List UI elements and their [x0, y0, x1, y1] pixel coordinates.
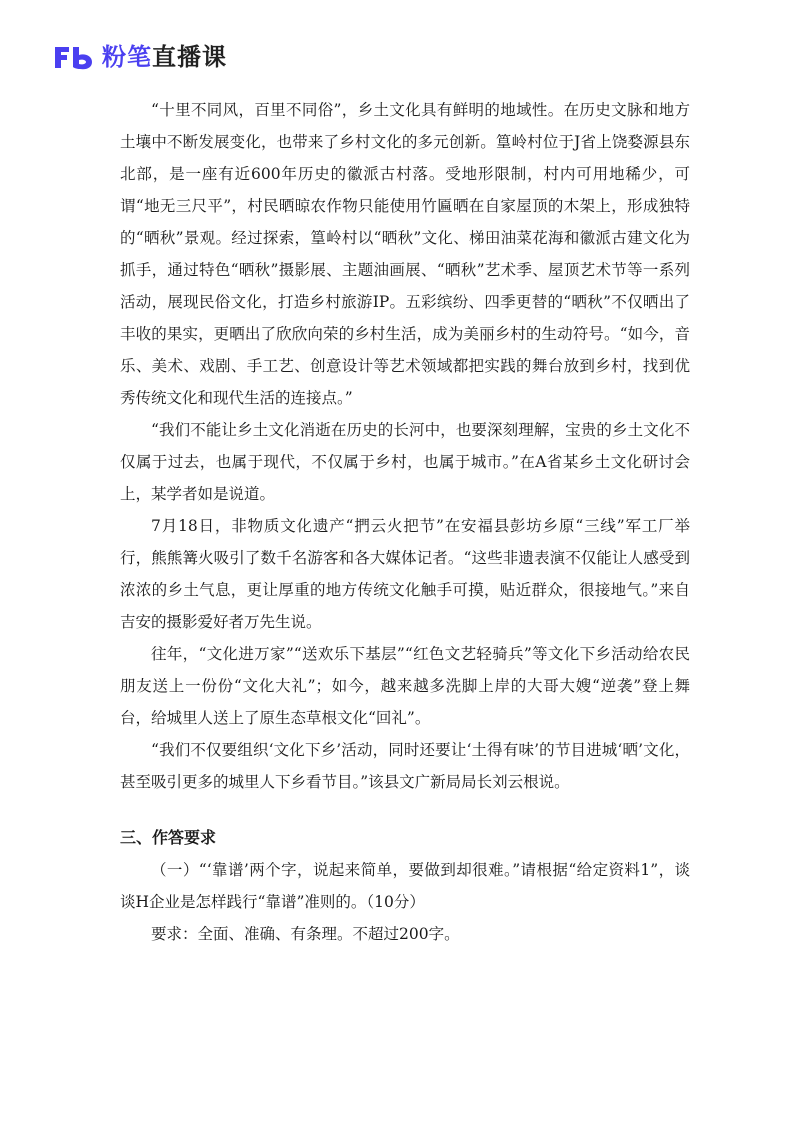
paragraph-4: 往年，“文化进万家”“送欢乐下基层”“红色文艺轻骑兵”等文化下乡活动给农民朋友送上一份份“文化大礼”；如今，越来越多洗脚上岸的大哥大嫂“逆袭”登上舞台，给城里人送上了原生态草根文化“回礼”。 [120, 645, 690, 727]
paragraph-2: “我们不能让乡土文化消逝在历史的长河中，也要深刻理解，宝贵的乡土文化不仅属于过去，也属于现代，不仅属于乡村，也属于城市。”在A省某乡土文化研讨会上，某学者如是说道。 [120, 421, 690, 503]
brand-part-1: 粉笔 [102, 43, 152, 71]
requirement-text: 要求：全面、准确、有条理。不超过200字。 [151, 925, 460, 943]
brand-part-2: 直播课 [152, 43, 227, 71]
brand-name [102, 40, 227, 74]
paragraph-5: “我们不仅要组织‘文化下乡’活动，同时还要让‘土得有味’的节目进城‘晒’文化，甚至吸引更多的城里人下乡看节目。”该县文广新局局长刘云根说。 [120, 741, 690, 791]
fb-logo-icon [52, 43, 96, 71]
question-text: （一）“‘靠谱’两个字，说起来简单，要做到却很难。”请根据“给定资料1”，谈谈H企业是怎样践行“靠谱”准则的。（10分） [120, 861, 690, 911]
section-title: 三、作答要求 [120, 828, 217, 847]
section-spacer [120, 798, 690, 822]
page-header [52, 40, 227, 74]
paragraph-3: 7月18日，非物质文化遗产“捫云火把节”在安福县彭坊乡原“三线”军工厂举行，熊熊篝火吸引了数千名游客和各大媒体记者。“这些非遗表演不仅能让人感受到浓浓的乡土气息，更让厚重的地方传统文化触手可摸，贴近群众，很接地气。”来自吉安的摄影爱好者万先生说。 [120, 517, 690, 631]
document-body [120, 94, 690, 950]
paragraph-1: “十里不同风，百里不同俗”，乡土文化具有鲜明的地域性。在历史文脉和地方土壤中不断发展变化，也带来了乡村文化的多元创新。篁岭村位于J省上饶婺源县东北部，是一座有近600年历史的徽派古村落。受地形限制，村内可用地稀少，可谓“地无三尺平”，村民晒晾农作物只能使用竹匾晒在自家屋顶的木架上，形成独特的“晒秋”景观。经过探索，篁岭村以“晒秋”文化、梯田油菜花海和徽派古建文化为抓手，通过特色“晒秋”摄影展、主题油画展、“晒秋”艺术季、屋顶艺术节等一系列活动，展现民俗文化，打造乡村旅游IP。五彩缤纷、四季更替的“晒秋”不仅晒出了丰收的果实，更晒出了欣欣向荣的乡村生活，成为美丽乡村的生动符号。“如今，音乐、美术、戏剧、手工艺、创意设计等艺术领域都把实践的舞台放到乡村，找到优秀传统文化和现代生活的连接点。” [120, 101, 690, 407]
